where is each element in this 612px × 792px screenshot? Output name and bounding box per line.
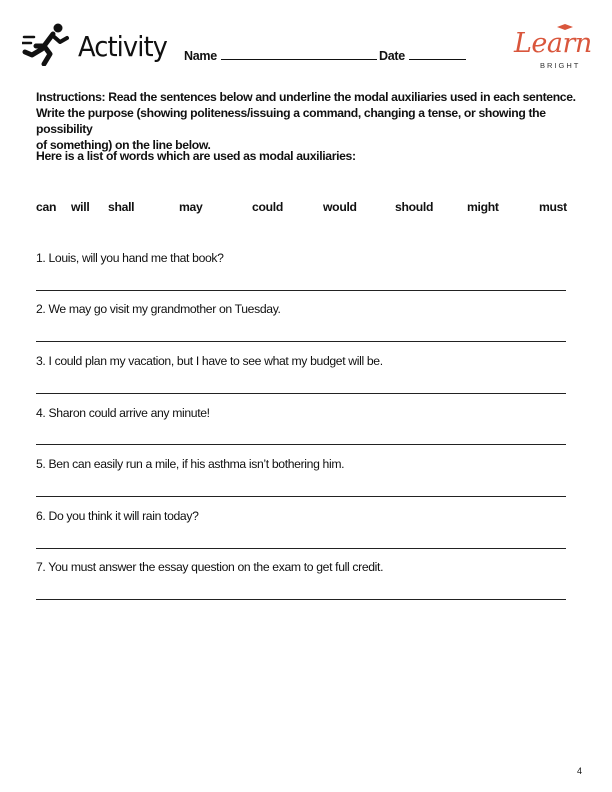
answer-line-7[interactable] <box>36 599 566 600</box>
name-blank-line[interactable] <box>221 47 377 60</box>
sentence-6: 6. Do you think it will rain today? <box>36 509 199 523</box>
instructions-line: Write the purpose (showing politeness/issuing a command, changing a tense, or showing the possibility <box>36 106 546 136</box>
instructions-line: Instructions: Read the sentences below and underline the modal auxiliaries used in each sentence. <box>36 90 576 104</box>
date-field[interactable] <box>379 47 466 63</box>
sentence-7: 7. You must answer the essay question on the exam to get full credit. <box>36 560 384 574</box>
answer-line-3[interactable] <box>36 393 566 394</box>
modal-word: would <box>323 200 357 214</box>
learn-bright-logo <box>510 24 594 74</box>
sentence-3: 3. I could plan my vacation, but I have to see what my budget will be. <box>36 354 383 368</box>
activity-title: Activity <box>78 30 167 63</box>
modal-word: should <box>395 200 434 214</box>
modal-word: could <box>252 200 283 214</box>
modal-word: will <box>71 200 90 214</box>
running-person-icon <box>22 22 70 66</box>
answer-line-2[interactable] <box>36 341 566 342</box>
page-number: 4 <box>577 766 583 776</box>
logo-wordmark: Learn <box>514 28 592 59</box>
sentence-5: 5. Ben can easily run a mile, if his asthma isn’t bothering him. <box>36 457 345 471</box>
sentence-1: 1. Louis, will you hand me that book? <box>36 251 224 265</box>
name-field[interactable] <box>184 47 377 63</box>
logo-subtext: BRIGHT <box>540 61 581 70</box>
word-list-heading: Here is a list of words which are used as modal auxiliaries: <box>36 149 356 163</box>
modal-word: can <box>36 200 57 214</box>
date-blank-line[interactable] <box>409 47 466 60</box>
name-label: Name <box>184 49 217 63</box>
modal-word: must <box>539 200 567 214</box>
instructions-line: of something) on the line below. <box>36 138 211 152</box>
modal-word: might <box>467 200 499 214</box>
answer-line-6[interactable] <box>36 548 566 549</box>
instructions <box>36 89 581 153</box>
answer-line-4[interactable] <box>36 444 566 445</box>
modal-word: shall <box>108 200 135 214</box>
answer-line-5[interactable] <box>36 496 566 497</box>
sentence-4: 4. Sharon could arrive any minute! <box>36 406 210 420</box>
date-label: Date <box>379 49 405 63</box>
answer-line-1[interactable] <box>36 290 566 291</box>
modal-word: may <box>179 200 203 214</box>
sentence-2: 2. We may go visit my grandmother on Tuesday. <box>36 302 281 316</box>
